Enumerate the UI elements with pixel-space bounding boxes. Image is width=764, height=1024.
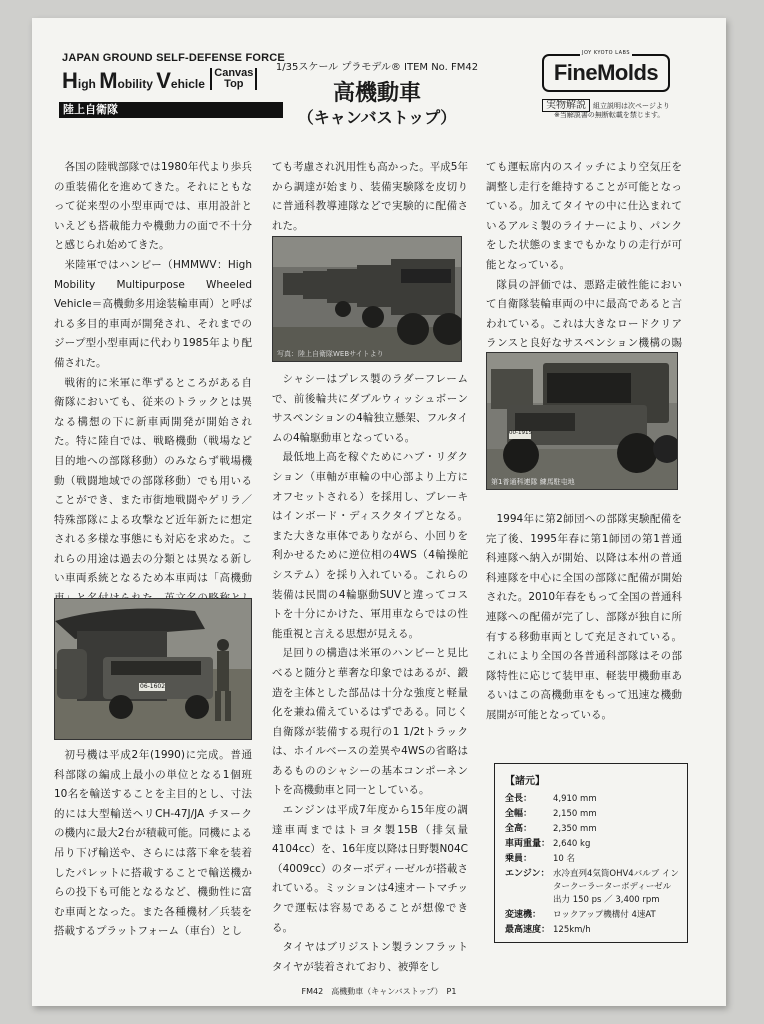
paragraph: タイヤはブリジストン製ランフラットタイヤが装着されており、被弾をし — [272, 941, 468, 973]
specifications-table — [505, 792, 679, 938]
spec-row: 最高速度： 125km/h — [505, 925, 591, 935]
copyright-notice: ※当解説書の無断転載を禁じます。 — [554, 111, 665, 119]
column-3-bottom — [486, 510, 682, 726]
photo-chinook-image — [55, 599, 251, 739]
canvas-top-bracket: Canvas Top — [210, 68, 257, 90]
paragraph: 足回りの構造は米軍のハンビーと見比べると随分と華奢な印象ではあるが、鍛造を主体とした部品は十分な強度と軽量化を兼ね備えているはずである。同じく自衛隊が装備する現行の1 1/2tトラックは、ホイルベースの差異や4WSの省略はあるもののシャシーの基本コンポーネントを高機動車と同一としている。 — [272, 647, 468, 797]
column-2-bottom — [272, 370, 468, 977]
column-1-top — [54, 158, 252, 628]
logo-tagline: JOY KYOTO LABS — [582, 50, 631, 56]
column-1-bottom — [54, 746, 252, 942]
column-2-top — [272, 158, 468, 236]
license-plate: 00-1915 — [509, 430, 532, 436]
spec-row: 乗員： 10 名 — [505, 854, 576, 864]
column-3-top — [486, 158, 682, 374]
specifications-box — [494, 763, 688, 943]
paragraph: ても考慮され汎用性も高かった。平成5年から調達が始まり、装備実験隊を皮切りに普通科教導連隊などで実験的に配備された。 — [272, 161, 468, 232]
spec-row: エンジン： 水冷直列4気筒OHV4バルブ インタークーラーターボディーゼル 出力 150 ps ／ 3,400 rpm — [505, 869, 679, 905]
spec-row: 変速機： ロックアップ機構付 4速AT — [505, 910, 656, 920]
jgsdf-heading: JAPAN GROUND SELF-DEFENSE FORCE — [62, 52, 285, 64]
photo-vehicle-row-image — [273, 237, 461, 361]
photo-vehicle-front-image — [487, 353, 677, 489]
paragraph: 初号機は平成2年(1990)に完成。普通科部隊の編成上最小の単位となる1個班10名を輸送することを主目的とし、寸法的には大型輸送ヘリCH-47J/JA チヌークの機内に最大2台が積載可能。同機による吊り下げ輸送や、さらには落下傘を装着したパレットに搭載することで輸送機からの投下も可能となるなど、機動性に富む車両となった。また各種機材／兵装を搭載するプラットフォーム（車台）とし — [54, 749, 252, 938]
spec-row: 全長： 4,910 mm — [505, 794, 597, 804]
hmv-heading: High Mobility Vehicle Canvas Top — [62, 68, 257, 94]
paragraph: 最低地上高を稼ぐためにハブ・リダクション（車軸が車輪の中心部より上方にオフセットされる）を採用し、ブレーキはインボード・ディスクタイプとなる。また大きな車体でありながら、小回りを利かせるために逆位相の4WS（4輪操舵システム）を採り入れている。これらの装備は民間の4輪駆動SUVと違ってコストを十分にかけた、軍用車ならではの性能重視と言える思想が見える。 — [272, 451, 468, 640]
photo-caption: 第1普通科連隊 練馬駐屯地 — [491, 478, 575, 486]
spec-row: 全高： 2,350 mm — [505, 824, 597, 834]
photo-vehicle-front — [486, 352, 678, 490]
finemolds-logo: FineMolds — [542, 54, 670, 92]
specifications-title: 【諸元】 — [505, 776, 545, 787]
paragraph: 各国の陸戦部隊では1980年代より歩兵の重装備化を進めてきた。それにともなって従来型の小型車両では、車用設計といえども搭載能力や機動力の面で不十分と感じられ始めてきた。 — [54, 161, 252, 252]
photo-vehicle-row — [272, 236, 462, 362]
paragraph: 1994年に第2師団への部隊実験配備を完了後、1995年春に第1師団の第1普通科連隊へ納入が開始、以降は本州の普通科連隊を中心に全国の部隊に配備が開始された。2010年春をもって全国の普通科連隊への配備が完了し、部隊が独自に所有する移動車両として充足されている。これにより全国の各普通科部隊はその部隊特性に応じて装甲車、軽装甲機動車あるいはこの高機動車をもって迅速な機動展開が可能となっている。 — [486, 513, 682, 721]
item-number: 1/35スケール プラモデル® ITEM No. FM42 — [275, 62, 479, 73]
license-plate: 06-1602 — [140, 683, 166, 690]
paragraph: 戦術的に米軍に準ずるところがある自衛隊においても、従来のトラックとは異なる構想の下に新車両開発が開始された。特に陸自では、戦略機動（戦場など目的地への部隊移動）のみならず戦場機動（戦闘地域での部隊移動）でも用いることができ、また市街地戦闘やゲリラ／特殊部隊による攻撃など近年新たに想定される多様な事態にも対応を求めた。これらの用途は過去の分類とは異なる新しい車両系統となるため本車両は「高機動 — [54, 376, 252, 585]
paragraph: シャシーはプレス製のラダーフレームで、前後輪共にダブルウィッシュボーンサスペンションの4輪独立懸架、フルタイムの4輪駆動車となっている。 — [272, 373, 468, 444]
page-title: 高機動車 — [332, 81, 421, 106]
spec-row: 車両重量： 2,640 kg — [505, 839, 591, 849]
jgsdf-jp-bar: 陸上自衛隊 — [59, 102, 283, 118]
paragraph: 隊員の評価では、悪路走破性能において自衛隊装輪車両の中に最高であると言われている。これは大きなロードクリアランスと良好なサスペンション機構の賜 — [486, 278, 682, 350]
paragraph: 米陸軍ではハンビー（HMMWV：High Mobility Multipurpose Wheeled Vehicle＝高機動多用途装輪車両）と呼ばれる多目的車両が開発され、それまでのジープ型小型車両に代わり1985年より配備された。 — [54, 258, 252, 369]
manual-page — [32, 18, 726, 1006]
paragraph: エンジンは平成7年度から15年度の調達車両まではトヨタ製15B（排気量4104cc）を、16年度以降は日野製N04C（4009cc）のターボディーゼルが搭載されている。ミッションは4速オートマチックで運転は容易であることが想像できる。 — [272, 804, 468, 934]
spec-row: 全幅： 2,150 mm — [505, 809, 597, 819]
photo-caption: 写真：陸上自衛隊WEBサイトより — [277, 350, 384, 358]
page-footer: FM42 高機動車（キャンバストップ） P1 — [301, 987, 457, 996]
paragraph: ても運転席内のスイッチにより空気圧を調整し走行を維持することが可能となっている。加えてタイヤの中に仕込まれているアルミ製のライナーにより、パンクをした状態のままでもかなりの走行が可能となっている。 — [486, 161, 682, 271]
photo-chinook-loading — [54, 598, 252, 740]
explanation-label: 実物解説 組立説明は次ページより — [542, 96, 670, 111]
page-subtitle: （キャンバストップ） — [297, 108, 457, 127]
